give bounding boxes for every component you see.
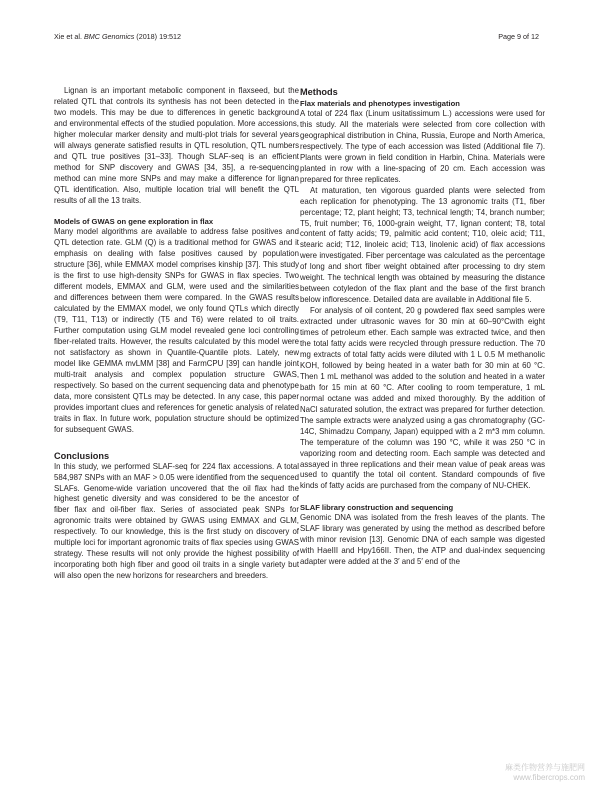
running-citation	[54, 32, 181, 41]
section-heading-models: Models of GWAS on gene exploration in flax	[54, 217, 214, 227]
page-header	[54, 30, 539, 42]
section-heading-methods: Methods	[300, 87, 338, 97]
paragraph-lignan: Lignan is an important metabolic component in flaxseed, but the related QTL that controls its synthesis has not been detected in the two models. This may be due to differences in genetic background and environmental effects of the studied population. More accessions, higher molecular marker density and multi-plot trials for several years will always generate satisfied results in QTL resolution, QTL numbers and QTL true positives [31–33]. Though SLAF-seq is an efficient method for SNP discovery and GWAS [34, 35], a re-sequencing method can mine more SNPs and may make a difference for lignan QTL identification. Also, multiple location trial will benefit the QTL results of all the 13 traits.	[54, 86, 299, 205]
paragraph-flax-materials: A total of 224 flax (Linum usitatissimum L.) accessions were used for this study. All the materials were selected from core collection with geographical distribution in China, Russia, Europe and North America, respectively. The type of each accession was listed (Additional file 7). Plants were grown in field condition in Harbin, China. Materials were planted in row with a line-spacing of 20 cm. Each accession was prepared for three replicates.	[300, 109, 545, 184]
subsection-heading-flax-materials: Flax materials and phenotypes investigation	[300, 99, 460, 108]
header-citation: (2018) 19:512	[136, 31, 182, 41]
page-number: Page 9 of 12	[498, 31, 539, 41]
watermark-url: www.fibercrops.com	[513, 773, 585, 782]
paragraph-models: Many model algorithms are available to address false positives and QTL detection rate. GLM (Q) is a traditional method for GWAS and it emphasis on dealing with false positives caused by population structure [36], while EMMAX model comprises kinship [37]. This study is the first to use high-density SNPs for GWAS in flax species. Two different models, EMMAX and GLM, were used and the similarities and differences between them were compared. In the GWAS results calculated by the EMMAX model, we only found QTLs which directly (T9, T11, T13) or indirectly (T5 and T6) were related to oil traits. Further computation using GLM model revealed gene loci controlling fiber-related traits. However, the results calculated by this model were not satisfactory as shown in Quantile-Quantile plots. Lately, new model like GEMMA mvLMM [38] and FarmCPU [39] can handle joint multi-trait analysis and complex population structure GWAS, respectively. So based on the current sequencing data and phenotype data, more consistent QTLs may be detected. In any case, this paper provides important clues and references for genetic analysis of related traits in flax. In future work, population structure should be optimized for subsequent GWAS.	[54, 227, 299, 434]
header-authors: Xie et al.	[54, 31, 82, 41]
subsection-heading-slaf: SLAF library construction and sequencing	[300, 503, 454, 513]
paragraph-oil-analysis: For analysis of oil content, 20 g powdered flax seed samples were extracted under ultrasonic waves for 30 min at 60–90°Cwith eight times of petroleum ether. Each sample was extracted twice, and then the total fatty acids were recycled through pressure reduction. The 70 mg extracts of total fatty acids were diluted with 1 L 0.5 M methanolic KOH, followed by being heated in a water bath for 30 min at 60 °C. Then 1 mL methanol was added to the solution and heated in a water bath for 15 min at 60 °C. After cooling to room temperature, 1 mL normal octane was added and mixed thoroughly. By the addition of NaCl saturated solution, the extract was prepared for further detection. The sample extracts were analyzed using a gas chromatography (GC-14C, Shimadzu Company, Japan) equipped with a 2 m*3 mm column. The temperature of the column was 190 °C, while it was 250 °C in vaporizing room and detecting room. Each sample was detected and assayed in three replications and their mean value of peak areas was used to quantify the total oil content. Standard compounds of five kinds of fatty acids are purchased from the company of NU-CHEK.	[300, 306, 545, 491]
right-column	[300, 86, 545, 568]
paragraph-slaf: Genomic DNA was isolated from the fresh leaves of the plants. The SLAF library was generated by using the method as described before with minor revision [13]. Genomic DNA of each sample was digested with HaeIII and Hpy166II. Then, the ATP and dual-index sequencing adapter were added at the 3′ and 5′ end of the	[300, 513, 545, 567]
paragraph-phenotyping: At maturation, ten vigorous guarded plants were selected from each replication for phenotyping. The 13 agronomic traits (T1, fiber percentage; T2, plant height; T3, technical length; T4, branch number; T5, fruit number; T6, 1000-grain weight, T7, lignan content; T8, total content of fatty acids; T9, palmitic acid content; T10, oleic acid; T11, stearic acid; T12, linoleic acid; T13, linolenic acid) of flax accessions were investigated. Fiber percentage was calculated as the percentage of long and short fiber weight obtained after processing to dry stem weight. The technical length was obtained by measuring the distance between cotyledon of the flax plant and the base of the first branch below inflorescence. Detailed data are available in Additional file 5.	[300, 185, 545, 305]
left-column	[54, 86, 299, 582]
header-journal: BMC Genomics	[83, 31, 135, 41]
watermark-chinese: 麻类作物营养与施肥网	[505, 763, 585, 772]
watermark	[505, 763, 585, 783]
paragraph-conclusions: In this study, we performed SLAF-seq for 224 flax accessions. A total 584,987 SNPs with an MAF > 0.05 were identified from the sequenced SLAFs. Genome-wide variation uncovered that the oil flax had the highest genetic diversity and was considered to be the ancestor of fiber flax and oil-fiber flax. Series of associated peak SNPs for agronomic traits were obtained by GWAS using EMMAX and GLM, respectively. To our knowledge, this is the first study on discovery of multiple loci for important agronomic traits of flax species using GWAS strategy. These results will not only provide the highest possibility of incorporating both high fiber and good oil traits in a single variety but will also open the new horizons for researchers and breeders.	[54, 461, 299, 581]
section-heading-conclusions: Conclusions	[54, 450, 110, 461]
